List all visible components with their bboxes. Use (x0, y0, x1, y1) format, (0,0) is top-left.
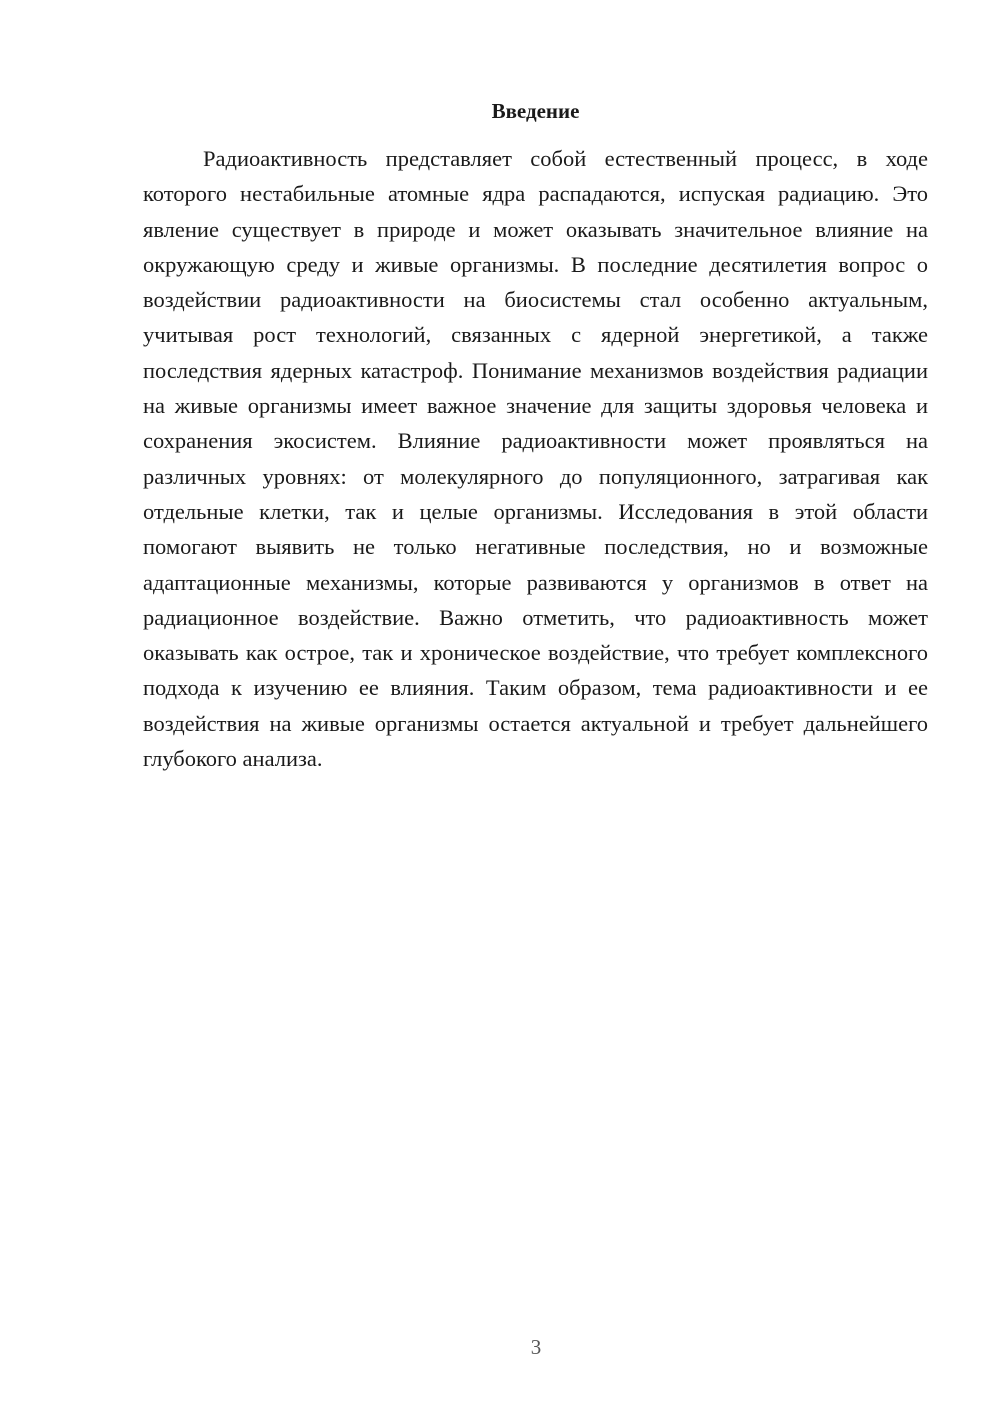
body-paragraph: Радиоактивность представляет собой естественный процесс, в ходе которого нестабильные атомные ядра распадаются, испуская радиацию. Это явление существует в природе и может оказывать значительное влияние на окружающую среду и живые организмы. В последние десятилетия вопрос о воздействии радиоактивности на биосистемы стал особенно актуальным, учитывая рост технологий, связанных с ядерной энергетикой, а также последствия ядерных катастроф. Понимание механизмов воздействия радиации на живые организмы имеет важное значение для защиты здоровья человека и сохранения экосистем. Влияние радиоактивности может проявляться на различных уровнях: от молекулярного до популяционного, затрагивая как отдельные клетки, так и целые организмы. Исследования в этой области помогают выявить не только негативные последствия, но и возможные адаптационные механизмы, которые развиваются у организмов в ответ на радиационное воздействие. Важно отметить, что радиоактивность может оказывать как острое, так и хроническое воздействие, что требует комплексного подхода к изучению ее влияния. Таким образом, тема радиоактивности и ее воздействия на живые организмы остается актуальной и требует дальнейшего глубокого анализа. (143, 146, 928, 772)
page-number: 3 (530, 1335, 542, 1359)
section-heading: Введение (491, 99, 580, 123)
